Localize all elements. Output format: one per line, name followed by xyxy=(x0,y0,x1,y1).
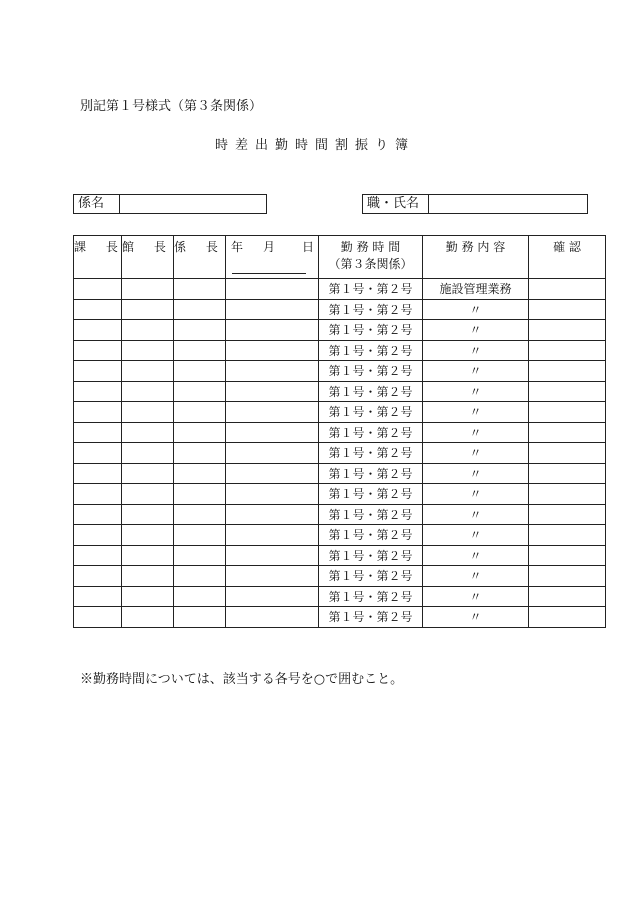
duty-cell: 〃 xyxy=(423,443,529,464)
header-work-hours-line1: 勤 務 時 間 xyxy=(340,240,401,254)
work-hours-cell: 第１号・第２号 xyxy=(319,361,423,382)
duty-cell: 〃 xyxy=(423,422,529,443)
confirm-cell[interactable] xyxy=(529,525,606,546)
kakaricho-cell[interactable] xyxy=(174,463,226,484)
kancho-cell[interactable] xyxy=(122,443,174,464)
kacho-cell[interactable] xyxy=(74,607,122,628)
table-row xyxy=(74,504,606,525)
work-hours-cell: 第１号・第２号 xyxy=(319,607,423,628)
kacho-cell[interactable] xyxy=(74,299,122,320)
header-month: 月 xyxy=(263,240,276,254)
kacho-cell[interactable] xyxy=(74,566,122,587)
section-input[interactable] xyxy=(120,195,266,213)
table-row xyxy=(74,586,606,607)
table-row xyxy=(74,443,606,464)
kakaricho-cell[interactable] xyxy=(174,586,226,607)
kacho-cell[interactable] xyxy=(74,381,122,402)
duty-cell: 〃 xyxy=(423,381,529,402)
work-hours-cell: 第１号・第２号 xyxy=(319,381,423,402)
kancho-cell[interactable] xyxy=(122,402,174,423)
date-cell[interactable] xyxy=(226,279,319,300)
header-kacho: 課 長 xyxy=(74,236,122,279)
kakaricho-cell[interactable] xyxy=(174,279,226,300)
work-hours-cell: 第１号・第２号 xyxy=(319,340,423,361)
work-hours-cell: 第１号・第２号 xyxy=(319,402,423,423)
table-row xyxy=(74,463,606,484)
kacho-cell[interactable] xyxy=(74,545,122,566)
kacho-cell[interactable] xyxy=(74,463,122,484)
table-row xyxy=(74,402,606,423)
duty-cell: 〃 xyxy=(423,299,529,320)
name-field xyxy=(362,194,588,214)
date-cell[interactable] xyxy=(226,525,319,546)
kakaricho-cell[interactable] xyxy=(174,566,226,587)
work-hours-cell: 第１号・第２号 xyxy=(319,545,423,566)
kacho-cell[interactable] xyxy=(74,340,122,361)
duty-cell: 〃 xyxy=(423,566,529,587)
date-underline xyxy=(232,273,306,274)
kancho-cell[interactable] xyxy=(122,422,174,443)
document-title: 時差出勤時間割振り簿 xyxy=(214,138,415,153)
table-row xyxy=(74,361,606,382)
kancho-cell[interactable] xyxy=(122,463,174,484)
kancho-cell[interactable] xyxy=(122,566,174,587)
kancho-cell[interactable] xyxy=(122,340,174,361)
table-row xyxy=(74,381,606,402)
kakaricho-cell[interactable] xyxy=(174,484,226,505)
header-confirm: 確 認 xyxy=(529,236,606,279)
kacho-cell[interactable] xyxy=(74,402,122,423)
name-input[interactable] xyxy=(429,195,587,213)
kacho-cell[interactable] xyxy=(74,484,122,505)
kancho-cell[interactable] xyxy=(122,607,174,628)
duty-cell: 〃 xyxy=(423,504,529,525)
date-cell[interactable] xyxy=(226,443,319,464)
table-header-row xyxy=(74,236,606,279)
table-row xyxy=(74,545,606,566)
confirm-cell[interactable] xyxy=(529,566,606,587)
kancho-cell[interactable] xyxy=(122,484,174,505)
kakaricho-cell[interactable] xyxy=(174,422,226,443)
confirm-cell[interactable] xyxy=(529,504,606,525)
table-row xyxy=(74,525,606,546)
work-hours-cell: 第１号・第２号 xyxy=(319,443,423,464)
date-cell[interactable] xyxy=(226,402,319,423)
kakaricho-cell[interactable] xyxy=(174,381,226,402)
shift-log-table xyxy=(73,235,606,628)
header-date xyxy=(226,236,319,279)
footnote: ※勤務時間については、該当する各号を○で囲むこと。 xyxy=(80,672,404,687)
confirm-cell[interactable] xyxy=(529,299,606,320)
kancho-cell[interactable] xyxy=(122,299,174,320)
kancho-cell[interactable] xyxy=(122,504,174,525)
kancho-cell[interactable] xyxy=(122,320,174,341)
work-hours-cell: 第１号・第２号 xyxy=(319,320,423,341)
kakaricho-cell[interactable] xyxy=(174,504,226,525)
work-hours-cell: 第１号・第２号 xyxy=(319,463,423,484)
work-hours-cell: 第１号・第２号 xyxy=(319,586,423,607)
kacho-cell[interactable] xyxy=(74,586,122,607)
kakaricho-cell[interactable] xyxy=(174,361,226,382)
table-row xyxy=(74,484,606,505)
kakaricho-cell[interactable] xyxy=(174,402,226,423)
date-cell[interactable] xyxy=(226,504,319,525)
duty-cell: 〃 xyxy=(423,545,529,566)
header-work-hours xyxy=(319,236,423,279)
kancho-cell[interactable] xyxy=(122,279,174,300)
date-cell[interactable] xyxy=(226,422,319,443)
table-row xyxy=(74,279,606,300)
header-kancho: 館 長 xyxy=(122,236,174,279)
kancho-cell[interactable] xyxy=(122,525,174,546)
date-cell[interactable] xyxy=(226,361,319,382)
work-hours-cell: 第１号・第２号 xyxy=(319,299,423,320)
confirm-cell[interactable] xyxy=(529,422,606,443)
duty-cell: 〃 xyxy=(423,607,529,628)
kakaricho-cell[interactable] xyxy=(174,443,226,464)
kakaricho-cell[interactable] xyxy=(174,607,226,628)
duty-cell: 〃 xyxy=(423,525,529,546)
kakaricho-cell[interactable] xyxy=(174,525,226,546)
header-year: 年 xyxy=(231,240,244,254)
date-cell[interactable] xyxy=(226,586,319,607)
duty-cell: 〃 xyxy=(423,463,529,484)
duty-cell: 〃 xyxy=(423,361,529,382)
kacho-cell[interactable] xyxy=(74,279,122,300)
work-hours-cell: 第１号・第２号 xyxy=(319,484,423,505)
table-body xyxy=(74,279,606,628)
work-hours-cell: 第１号・第２号 xyxy=(319,279,423,300)
work-hours-cell: 第１号・第２号 xyxy=(319,504,423,525)
kacho-cell[interactable] xyxy=(74,361,122,382)
date-cell[interactable] xyxy=(226,381,319,402)
confirm-cell[interactable] xyxy=(529,381,606,402)
header-day: 日 xyxy=(301,240,314,254)
date-cell[interactable] xyxy=(226,340,319,361)
duty-cell: 〃 xyxy=(423,340,529,361)
kacho-cell[interactable] xyxy=(74,422,122,443)
work-hours-cell: 第１号・第２号 xyxy=(319,525,423,546)
form-reference: 別記第１号様式（第３条関係） xyxy=(80,99,263,114)
duty-cell: 〃 xyxy=(423,402,529,423)
duty-cell: 〃 xyxy=(423,484,529,505)
confirm-cell[interactable] xyxy=(529,586,606,607)
confirm-cell[interactable] xyxy=(529,402,606,423)
date-cell[interactable] xyxy=(226,607,319,628)
confirm-cell[interactable] xyxy=(529,340,606,361)
confirm-cell[interactable] xyxy=(529,279,606,300)
kakaricho-cell[interactable] xyxy=(174,320,226,341)
kacho-cell[interactable] xyxy=(74,443,122,464)
date-cell[interactable] xyxy=(226,463,319,484)
section-label: 係名 xyxy=(74,195,120,213)
kacho-cell[interactable] xyxy=(74,504,122,525)
duty-cell: 施設管理業務 xyxy=(423,279,529,300)
table-row xyxy=(74,422,606,443)
table-row xyxy=(74,566,606,587)
duty-cell: 〃 xyxy=(423,320,529,341)
table-row xyxy=(74,607,606,628)
kakaricho-cell[interactable] xyxy=(174,545,226,566)
name-label: 職・氏名 xyxy=(363,195,429,213)
kancho-cell[interactable] xyxy=(122,381,174,402)
date-cell[interactable] xyxy=(226,484,319,505)
date-cell[interactable] xyxy=(226,545,319,566)
date-cell[interactable] xyxy=(226,566,319,587)
kacho-cell[interactable] xyxy=(74,320,122,341)
kancho-cell[interactable] xyxy=(122,361,174,382)
confirm-cell[interactable] xyxy=(529,443,606,464)
confirm-cell[interactable] xyxy=(529,484,606,505)
date-cell[interactable] xyxy=(226,320,319,341)
header-work-hours-line2: （第３条関係） xyxy=(328,257,413,271)
confirm-cell[interactable] xyxy=(529,607,606,628)
confirm-cell[interactable] xyxy=(529,361,606,382)
kacho-cell[interactable] xyxy=(74,525,122,546)
kancho-cell[interactable] xyxy=(122,586,174,607)
section-field xyxy=(73,194,267,214)
confirm-cell[interactable] xyxy=(529,545,606,566)
header-duty: 勤 務 内 容 xyxy=(423,236,529,279)
kancho-cell[interactable] xyxy=(122,545,174,566)
table-row xyxy=(74,340,606,361)
header-kakaricho: 係 長 xyxy=(174,236,226,279)
duty-cell: 〃 xyxy=(423,586,529,607)
work-hours-cell: 第１号・第２号 xyxy=(319,566,423,587)
confirm-cell[interactable] xyxy=(529,320,606,341)
confirm-cell[interactable] xyxy=(529,463,606,484)
kakaricho-cell[interactable] xyxy=(174,340,226,361)
table-row xyxy=(74,320,606,341)
kakaricho-cell[interactable] xyxy=(174,299,226,320)
table-row xyxy=(74,299,606,320)
work-hours-cell: 第１号・第２号 xyxy=(319,422,423,443)
date-cell[interactable] xyxy=(226,299,319,320)
